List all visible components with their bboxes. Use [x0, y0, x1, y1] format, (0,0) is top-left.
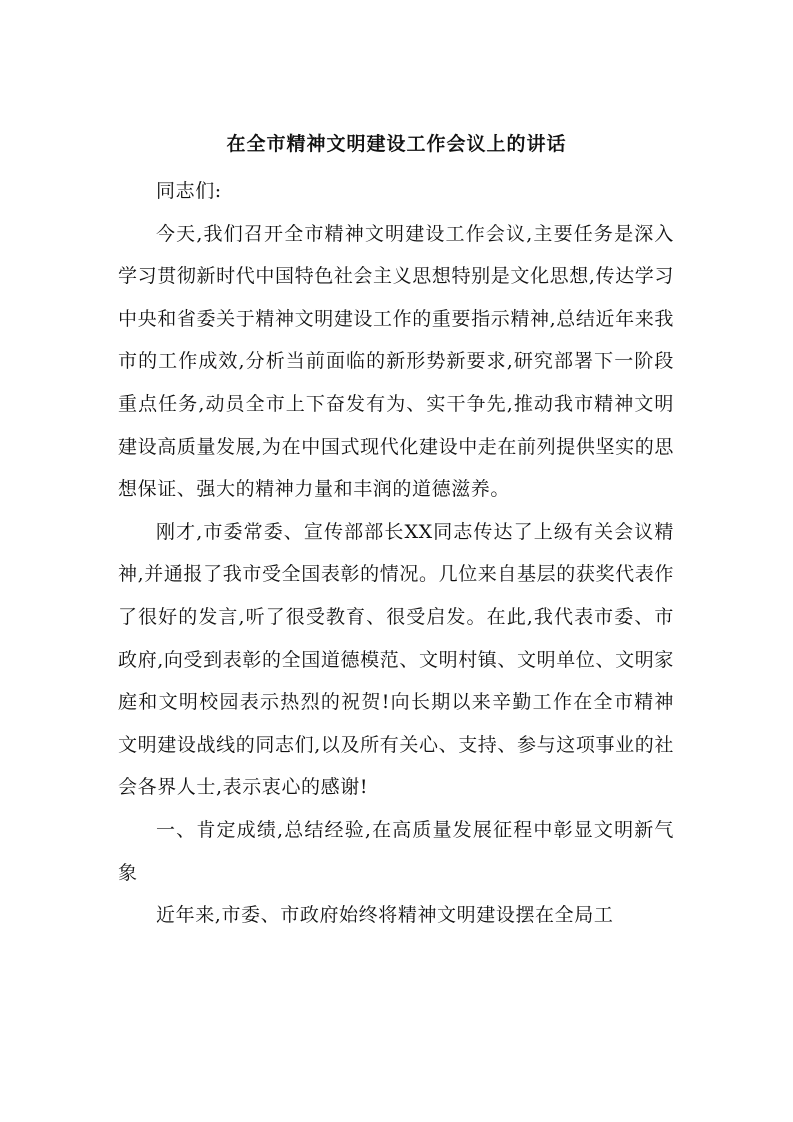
paragraph-acknowledgement: 刚才,市委常委、宣传部部长XX同志传达了上级有关会议精神,并通报了我市受全国表彰的情况。几位来自基层的获奖代表作了很好的发言,听了很受教育、很受启发。在此,我代表市委、市政府,向受到表彰的全国道德模范、文明村镇、文明单位、文明家庭和文明校园表示热烈的祝贺!向长期以来辛勤工作在全市精神文明建设战线的同志们,以及所有关心、支持、参与这项事业的社会各界人士,表示衷心的感谢!: [118, 520, 674, 799]
paragraph-opening: 今天,我们召开全市精神文明建设工作会议,主要任务是深入学习贯彻新时代中国特色社会主义思想特别是文化思想,传达学习中央和省委关于精神文明建设工作的重要指示精神,总结近年来我市的工作成效,分析当前面临的新形势新要求,研究部署下一阶段重点任务,动员全市上下奋发有为、实干争先,推动我市精神文明建设高质量发展,为在中国式现代化建设中走在前列提供坚实的思想保证、强大的精神力量和丰润的道德滋养。: [118, 222, 674, 501]
salutation: 同志们:: [156, 180, 222, 202]
document-title: 在全市精神文明建设工作会议上的讲话: [226, 133, 567, 155]
document-body: [118, 170, 674, 937]
paragraph-section-1-start: 近年来,市委、市政府始终将精神文明建设摆在全局工: [156, 904, 614, 927]
section-heading-1: 一、肯定成绩,总结经验,在高质量发展征程中彰显文明新气象: [118, 818, 674, 884]
